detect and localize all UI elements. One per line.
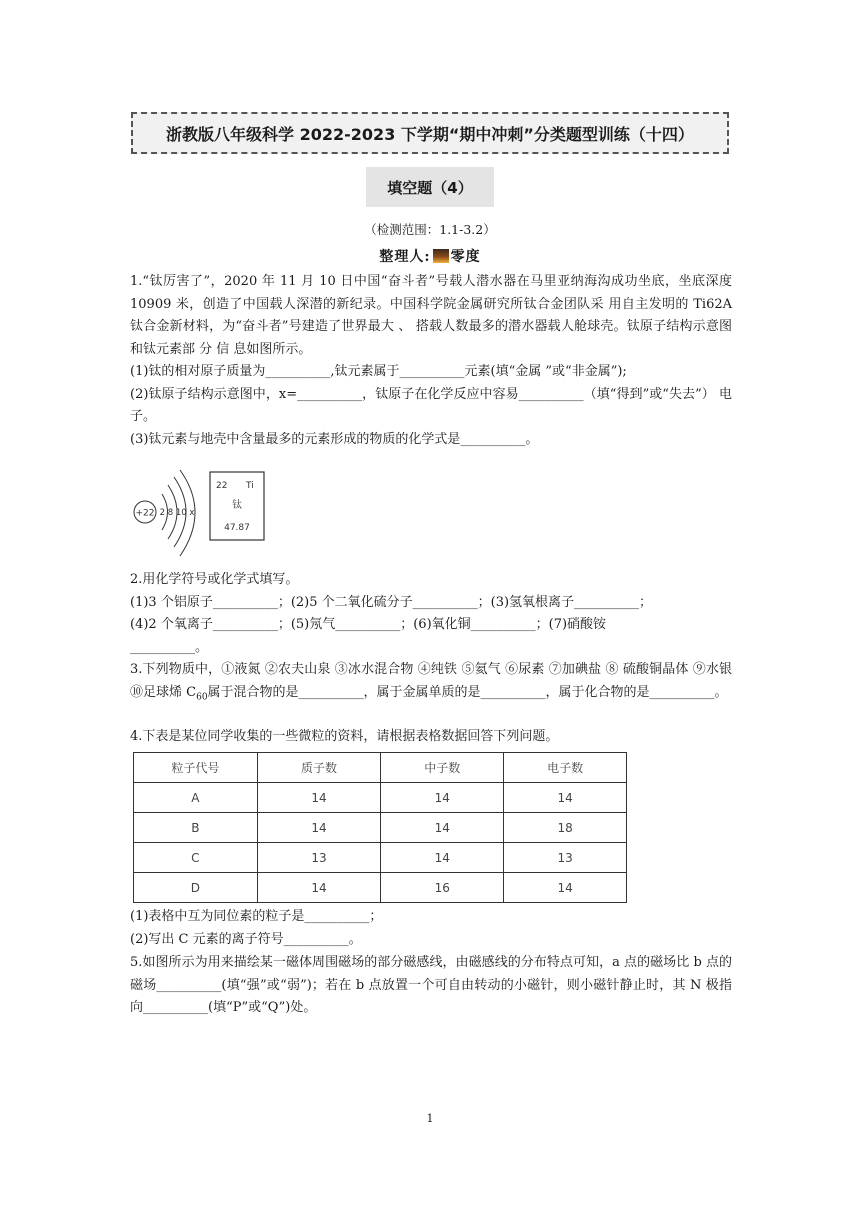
- table-cell: D: [134, 873, 258, 903]
- sunset-icon: [433, 249, 449, 263]
- c60-subscript: 60: [196, 692, 208, 703]
- table-cell: 14: [381, 783, 504, 813]
- question-5: [130, 952, 732, 1020]
- question-2-line-3: __________。: [130, 639, 209, 655]
- table-cell: 14: [257, 783, 381, 813]
- table-cell: 14: [504, 783, 627, 813]
- table-header-cell: 电子数: [504, 753, 627, 783]
- table-cell: A: [134, 783, 258, 813]
- question-2-line-1: (1)3 个铝原子__________；(2)5 个二氧化硫分子__________；(3)氢氧根离子__________；: [130, 594, 653, 610]
- question-1-part-1: (1)钛的相对原子质量为__________,钛元素属于__________元素(填“金属 ”或“非金属”);: [130, 364, 627, 379]
- table-cell: 14: [381, 813, 504, 843]
- question-1-text: 1.“钛厉害了”，2020 年 11 月 10 日中国“奋斗者”号载人潜水器在马里亚纳海沟成功坐底，坐底深度 10909 米，创造了中国载人深潜的新纪录。中国科学院金属研究所钛合金团队采 用自主发明的 Ti62A 钛合金新材料，为“奋斗者”号建造了世界最大 、 搭载人数最多的潜水器载人舱球壳。钛原子结构示意图和钛元素部 分 信 息如图所示。: [130, 274, 732, 357]
- table-cell: 13: [504, 843, 627, 873]
- table-cell: 13: [257, 843, 381, 873]
- page-number: 1: [426, 1112, 434, 1125]
- table-header-row: [134, 753, 627, 783]
- question-4-text: 4.下表是某位同学收集的一些微粒的资料，请根据表格数据回答下列问题。: [130, 729, 559, 744]
- table-cell: B: [134, 813, 258, 843]
- question-4-parts: [130, 906, 732, 951]
- organizer-label: 整理人:: [379, 249, 431, 265]
- organizer-line: [0, 246, 860, 266]
- question-2-line-2: (4)2 个氧离子__________；(5)氖气__________；(6)氧化铜__________；(7)硝酸铵: [130, 617, 607, 632]
- question-4-part-2: (2)写出 C 元素的离子符号__________。: [130, 931, 362, 947]
- question-5-text: 5.如图所示为用来描绘某一磁体周围磁场的部分磁感线，由磁感线的分布特点可知，a 点的磁场比 b 点的磁场__________(填“强”或“弱”)；若在 b 点放置一个可自由转动的小磁针，则小磁针静止时，其 N 极指向__________(填“P”或“Q”)处。: [130, 955, 732, 1015]
- table-cell: 14: [381, 843, 504, 873]
- table-row: [134, 843, 627, 873]
- table-row: [134, 783, 627, 813]
- table-cell: C: [134, 843, 258, 873]
- element-name: 钛: [232, 500, 242, 511]
- question-1: [130, 271, 732, 451]
- question-2: [130, 569, 732, 659]
- question-3-text: [130, 659, 732, 709]
- organizer-name: 零度: [450, 249, 481, 265]
- titanium-atom-figure: [128, 468, 268, 560]
- table-cell: 14: [504, 873, 627, 903]
- question-4-part-1: (1)表格中互为同位素的粒子是__________；: [130, 909, 383, 924]
- test-range: （检测范围：1.1-3.2）: [364, 222, 496, 237]
- question-4: [130, 726, 732, 749]
- table-header-cell: 质子数: [257, 753, 381, 783]
- section-heading: 填空题（4）: [366, 167, 494, 207]
- question-2-text: 2.用化学符号或化学式填写。: [130, 572, 299, 587]
- question-3-blanks: 属于混合物的是__________，属于金属单质的是__________，属于化合物的是__________。: [207, 684, 728, 700]
- table-header-cell: 粒子代号: [134, 753, 258, 783]
- nucleus-charge: +22: [135, 508, 155, 519]
- question-1-part-3: (3)钛元素与地壳中含量最多的元素形成的物质的化学式是__________。: [130, 431, 539, 447]
- question-1-part-2: (2)钛原子结构示意图中，x=__________，钛原子在化学反应中容易__________（填“得到”或“失去”） 电子。: [130, 386, 732, 424]
- table-cell: 16: [381, 873, 504, 903]
- table-cell: 18: [504, 813, 627, 843]
- question-3-intro: 3.下列物质中，①液氮 ②农夫山泉 ③冰水混合物 ④纯铁 ⑤氦气 ⑥尿素 ⑦加碘盐 ⑧ 硫酸铜晶体 ⑨水银 ⑩足球烯 C: [130, 662, 732, 700]
- atomic-mass: 47.87: [224, 523, 250, 533]
- table-cell: 14: [257, 873, 381, 903]
- particle-table: [133, 752, 627, 903]
- table-row: [134, 873, 627, 903]
- table-header-cell: 中子数: [381, 753, 504, 783]
- question-3: [130, 659, 732, 709]
- element-symbol: Ti: [246, 481, 254, 491]
- table-row: [134, 813, 627, 843]
- atomic-number: 22: [216, 481, 228, 491]
- document-title: 浙教版八年级科学 2022-2023 下学期“期中冲刺”分类题型训练（十四）: [131, 112, 729, 154]
- table-cell: 14: [257, 813, 381, 843]
- electron-counts: 2 8 10 x: [159, 508, 195, 518]
